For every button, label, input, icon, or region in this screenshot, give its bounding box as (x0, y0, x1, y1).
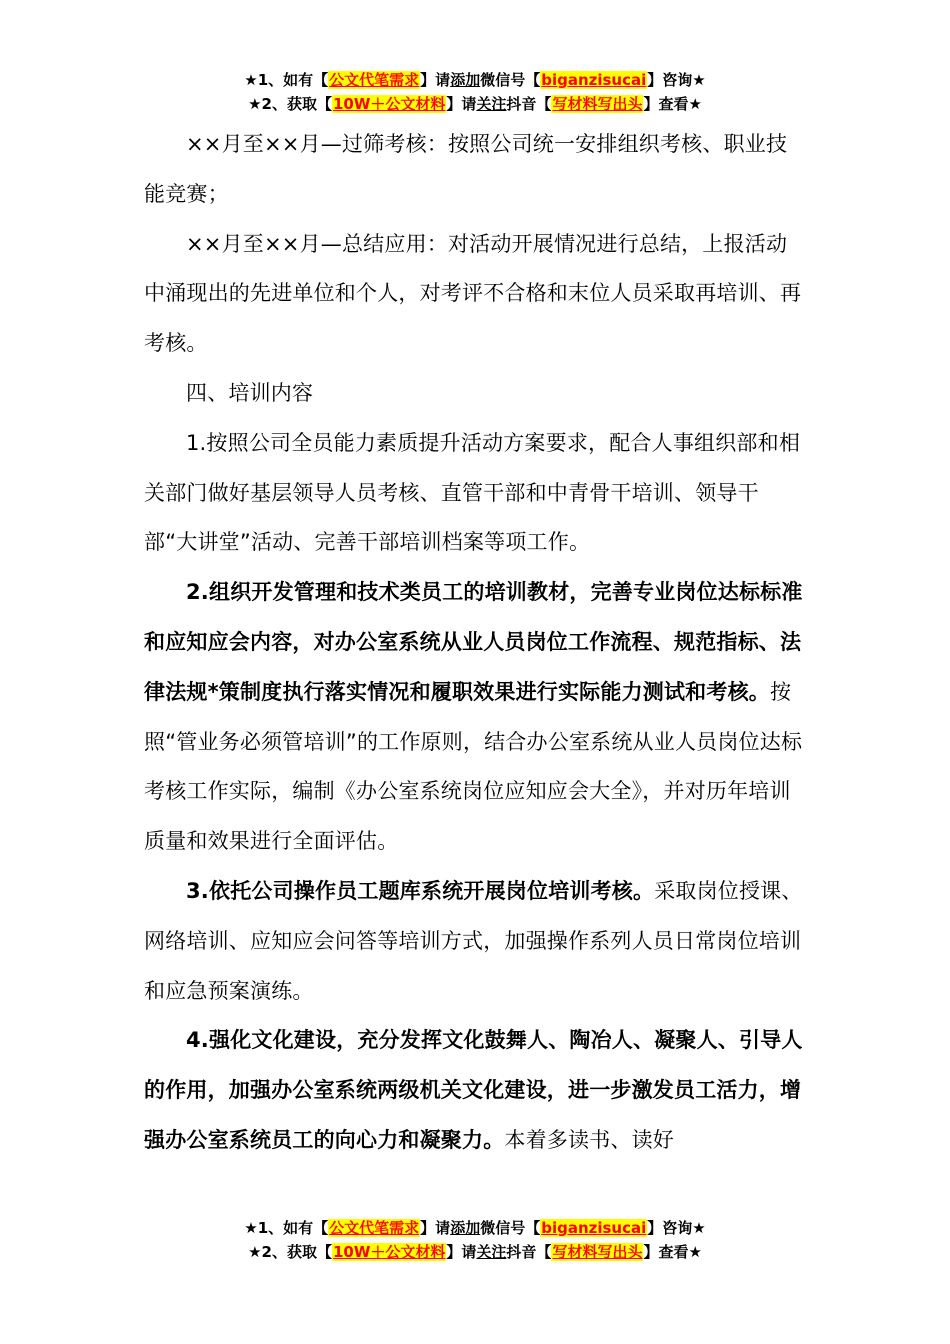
highlight-materials: 10W＋公文材料 (332, 1243, 446, 1261)
paragraph-item-4: 4.强化文化建设，充分发挥文化鼓舞人、陶冶人、凝聚人、引导人的作用，加强办公室系统两级机关文化建设，进一步激发员工活力，增强办公室系统员工的向心力和凝聚力。本着多读书、读好 (144, 1028, 803, 1152)
promo-line-1: ★1、如有【公文代笔需求】请添加微信号【biganzisucai】咨询★ (244, 1219, 706, 1237)
document-body (144, 120, 806, 1166)
paragraph-item-1: 1.按照公司全员能力素质提升活动方案要求，配合人事组织部和相关部门做好基层领导人员考核、直管干部和中青骨干培训、领导干部“大讲堂”活动、完善干部培训档案等项工作。 (144, 430, 801, 555)
highlight-wechat-id: biganzisucai (541, 71, 647, 89)
highlight-materials: 10W＋公文材料 (332, 95, 446, 113)
paragraph-screening: ××月至××月—过筛考核：按照公司统一安排组织考核、职业技能竞赛； (144, 132, 788, 206)
promo-line-2: ★2、获取【10W＋公文材料】请关注抖音【写材料写出头】查看★ (248, 95, 702, 113)
paragraph-summary: ××月至××月—总结应用：对活动开展情况进行总结，上报活动中涌现出的先进单位和个人，对考评不合格和末位人员采取再培训、再考核。 (144, 231, 802, 356)
paragraph-item-3: 3.依托公司操作员工题库系统开展岗位培训考核。采取岗位授课、网络培训、应知应会问答等培训方式，加强操作系列人员日常岗位培训和应急预案演练。 (144, 878, 803, 1003)
highlight-douyin-account: 写材料写出头 (552, 95, 643, 113)
highlight-wechat-id: biganzisucai (541, 1219, 647, 1237)
paragraph-item-2: 2.组织开发管理和技术类员工的培训教材，完善专业岗位达标标准和应知应会内容，对办公室系统从业人员岗位工作流程、规范指标、法律法规*策制度执行落实情况和履职效果进行实际能力测试和考核。按照“管业务必须管培训”的工作原则，结合办公室系统从业人员岗位达标考核工作实际，编制《办公室系统岗位应知应会大全》，并对历年培训质量和效果进行全面评估。 (144, 580, 803, 854)
highlight-service: 公文代笔需求 (329, 71, 420, 89)
promo-line-1: ★1、如有【公文代笔需求】请添加微信号【biganzisucai】咨询★ (244, 71, 706, 89)
promo-line-2: ★2、获取【10W＋公文材料】请关注抖音【写材料写出头】查看★ (248, 1243, 702, 1261)
highlight-service: 公文代笔需求 (329, 1219, 420, 1237)
highlight-douyin-account: 写材料写出头 (552, 1243, 643, 1261)
promo-banner-top (0, 68, 950, 116)
section-heading-training-content: 四、培训内容 (186, 380, 314, 405)
promo-banner-bottom (0, 1216, 950, 1264)
